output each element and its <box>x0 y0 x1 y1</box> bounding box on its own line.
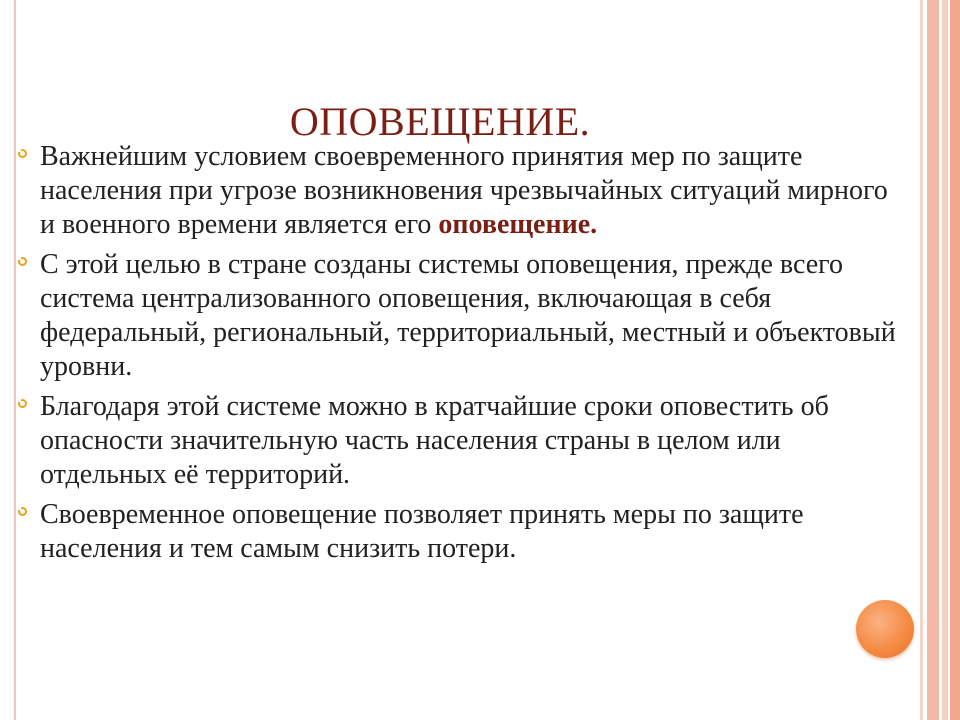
stripe <box>920 0 923 720</box>
bullet-item <box>18 248 908 384</box>
bullet-item <box>18 390 908 492</box>
bullet-text: Своевременное оповещение позволяет принять меры по защите населения и тем самым снизить потери. <box>40 499 804 564</box>
bullet-item <box>18 498 908 566</box>
bullet-item <box>18 140 908 242</box>
ring-bullet-icon <box>18 507 27 516</box>
ring-bullet-icon <box>18 257 27 266</box>
stripe <box>942 0 948 720</box>
stripe <box>950 0 960 720</box>
stripe <box>927 0 939 720</box>
bullet-text: С этой целью в стране созданы системы оповещения, прежде всего система централизованного оповещения, включающая в себя федеральный, региональный, территориальный, местный и объектовый уровни. <box>40 249 896 382</box>
bullet-text: Важнейшим условием своевременного принятия мер по защите населения при угрозе возникновения чрезвычайных ситуаций мирного и военного времени является его <box>40 141 888 240</box>
ring-bullet-icon <box>18 399 27 408</box>
bullet-list <box>18 140 908 572</box>
ring-bullet-icon <box>18 149 27 158</box>
right-decorative-stripes <box>918 0 960 720</box>
bullet-text: Благодаря этой системе можно в кратчайшие сроки оповестить об опасности значительную часть населения страны в целом или отдельных её территорий. <box>40 391 829 490</box>
orange-circle-icon <box>856 600 914 658</box>
slide-title: ОПОВЕЩЕНИЕ. <box>289 99 591 144</box>
emphasis-text: оповещение. <box>438 209 598 240</box>
